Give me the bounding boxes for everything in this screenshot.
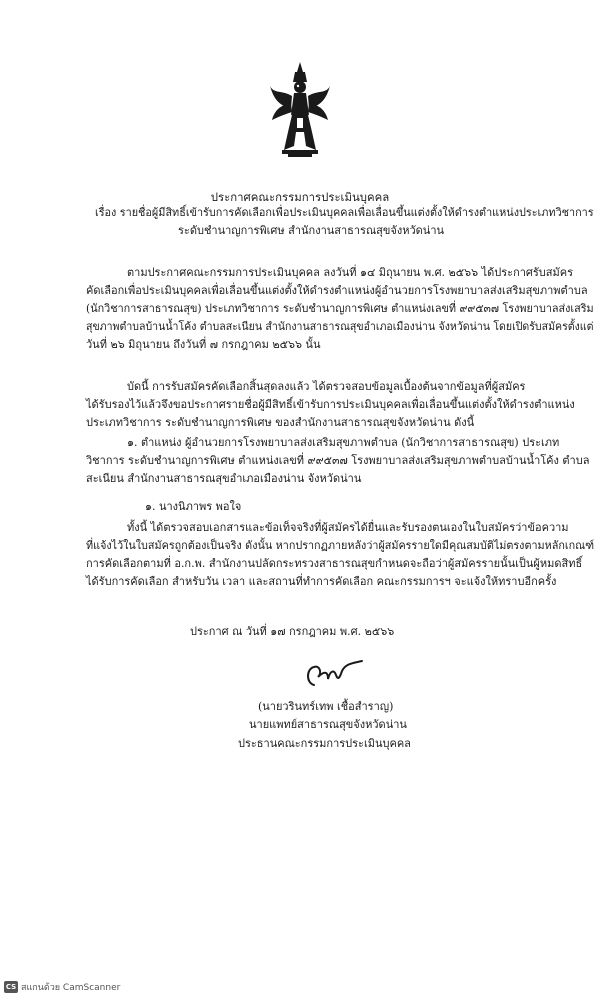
position-item-line: วิชาการ ระดับชำนาญการพิเศษ ตำแหน่งเลขที่ ๙๙๕๓๗ โรงพยาบาลส่งเสริมสุขภาพตำบลบ้านน้ำโค้ง ตำบล xyxy=(86,454,590,467)
announcement-title: ประกาศคณะกรรมการประเมินบุคคล xyxy=(210,190,390,204)
paragraph-line: ทั้งนี้ ได้ตรวจสอบเอกสารและข้อเท็จจริงที่ผู้สมัครได้ยื่นและรับรองตนเองในใบสมัครว่าข้อความ xyxy=(127,521,569,534)
camscanner-logo: CS xyxy=(5,983,17,991)
paragraph-line: ประเภทวิชาการ ระดับชำนาญการพิเศษ ของสำนักงานสาธารณสุขจังหวัดน่าน ดังนี้ xyxy=(86,416,475,429)
signatory-name: (นายวรินทร์เทพ เชื้อสำราญ) xyxy=(258,700,394,713)
paragraph-line: ตามประกาศคณะกรรมการประเมินบุคคล ลงวันที่ ๑๔ มิถุนายน พ.ศ. ๒๕๖๖ ได้ประกาศรับสมัคร xyxy=(127,266,574,279)
garuda-emblem xyxy=(268,60,332,160)
paragraph-line: คัดเลือกเพื่อประเมินบุคคลเพื่อเลื่อนขึ้นแต่งตั้งให้ดำรงตำแหน่งผู้อำนวยการโรงพยาบาลส่งเสริมสุขภาพตำบล xyxy=(86,284,588,297)
subject-line: เรื่อง รายชื่อผู้มีสิทธิ์เข้ารับการคัดเลือกเพื่อประเมินบุคคลเพื่อเลื่อนขึ้นแต่งตั้งให้ดำรงตำแหน่งประเภทวิชาการ xyxy=(95,206,594,219)
position-item-line: ๑. ตำแหน่ง ผู้อำนวยการโรงพยาบาลส่งเสริมสุขภาพตำบล (นักวิชาการสาธารณสุข) ประเภท xyxy=(127,436,560,449)
paragraph-line: บัดนี้ การรับสมัครคัดเลือกสิ้นสุดลงแล้ว ได้ตรวจสอบข้อมูลเบื้องต้นจากข้อมูลที่ผู้สมัคร xyxy=(127,380,526,393)
scanner-text: สแกนด้วย CamScanner xyxy=(21,983,121,993)
handwritten-signature xyxy=(300,655,370,695)
paragraph-line: (นักวิชาการสาธารณสุข) ประเภทวิชาการ ระดับชำนาญการพิเศษ ตำแหน่งเลขที่ ๙๙๕๓๗ โรงพยาบาลส่งเสริม xyxy=(86,302,594,315)
signatory-position: นายแพทย์สาธารณสุขจังหวัดน่าน xyxy=(249,718,407,731)
position-item-line: สะเนียน สำนักงานสาธารณสุขอำเภอเมืองน่าน จังหวัดน่าน xyxy=(86,472,362,485)
paragraph-line: วันที่ ๒๖ มิถุนายน ถึงวันที่ ๗ กรกฎาคม ๒๕๖๖ นั้น xyxy=(86,338,321,351)
subject-line: ระดับชำนาญการพิเศษ สำนักงานสาธารณสุขจังหวัดน่าน xyxy=(178,224,445,237)
paragraph-line: ที่แจ้งไว้ในใบสมัครถูกต้องเป็นจริง ดังนั้น หากปรากฏภายหลังว่าผู้สมัครรายใดมีคุณสมบัติไม่ตรงตามหลักเกณฑ์ xyxy=(86,539,595,552)
candidate-name: ๑. นางนิภาพร พอใจ xyxy=(145,500,242,513)
signatory-role: ประธานคณะกรรมการประเมินบุคคล xyxy=(238,737,411,750)
paragraph-line: สุขภาพตำบลบ้านน้ำโค้ง ตำบลสะเนียน สำนักงานสาธารณสุขอำเภอเมืองน่าน จังหวัดน่าน โดยเปิดรับสมัครตั้งแต่ xyxy=(86,320,594,333)
announcement-date: ประกาศ ณ วันที่ ๑๗ กรกฎาคม พ.ศ. ๒๕๖๖ xyxy=(190,625,395,638)
paragraph-line: ได้รับการคัดเลือก สำหรับวัน เวลา และสถานที่ทำการคัดเลือก คณะกรรมการฯ จะแจ้งให้ทราบอีกครั้ง xyxy=(86,575,557,588)
scanner-watermark xyxy=(4,980,120,994)
paragraph-line: ได้รับรองไว้แล้วจึงขอประกาศรายชื่อผู้มีสิทธิ์เข้ารับการประเมินบุคคลเพื่อเลื่อนขึ้นแต่งตั้งให้ดำรงตำแหน่ง xyxy=(86,398,575,411)
paragraph-line: การคัดเลือกตามที่ อ.ก.พ. สำนักงานปลัดกระทรวงสาธารณสุขกำหนดจะถือว่าผู้สมัครรายนั้นเป็นผู้หมดสิทธิ์ xyxy=(86,557,583,570)
